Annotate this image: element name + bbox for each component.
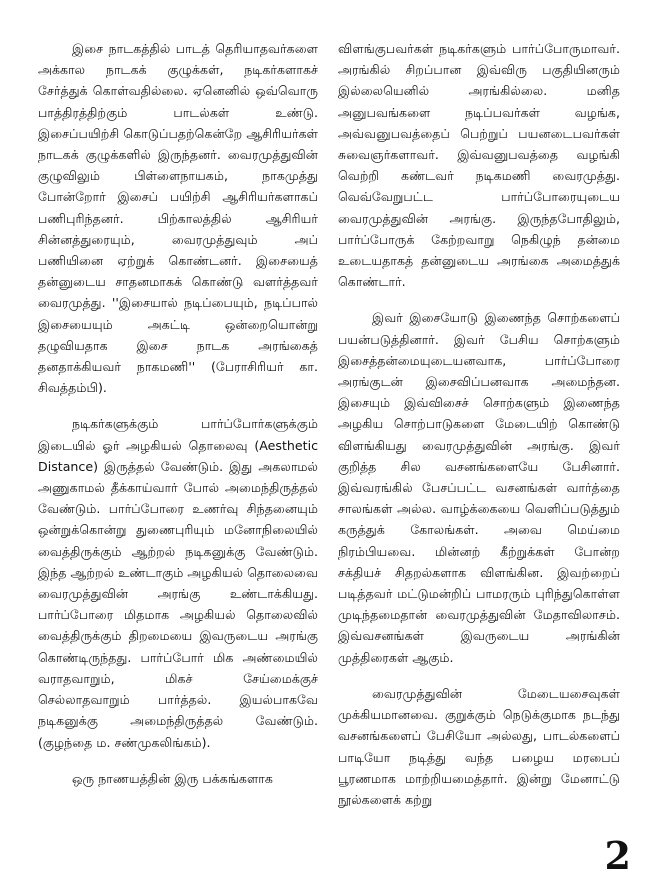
right-column <box>338 38 620 810</box>
page-number: 2 <box>604 833 631 878</box>
left-paragraph-2: நடிகர்களுக்கும் பார்ப்போர்களுக்கும் இடையில் ஓர் அழகியல் தொலைவு (Aesthetic Distance) இருத்தல் வேண்டும். இது அகலாமல் அணுகாமல் தீக்காய்வார் போல் அமைந்திருத்தல் வேண்டும். பார்ப்போரை உணர்வு சிந்தனையும் ஒன்றுக்கொன்று துணைபுரியும் மனோநிலையில் வைத்திருக்கும் ஆற்றல் நடிகனுக்கு வேண்டும். இந்த ஆற்றல் உண்டாகும் அழகியல் தொலைவை வைரமுத்துவின் அரங்கு உண்டாக்கியது. பார்ப்போரை மிதமாக அழகியல் தொலைவில் வைத்திருக்கும் திறமையை இவருடைய அரங்கு கொண்டிருந்தது. பார்ப்போர் மிக அண்மையில் வராதவாறும், மிகச் சேய்மைக்குச் செல்லாதவாறும் பார்த்தல். இயல்பாகவே நடிகனுக்கு அமைந்திருத்தல் வேண்டும். (குழந்தை ம. சண்முகலிங்கம்). <box>38 416 319 750</box>
right-paragraph-1: விளங்குபவர்கள் நடிகர்களும் பார்ப்போருமாவர். அரங்கில் சிறப்பான இவ்விரு பகுதியினரும் இல்லையெனில் அரங்கில்லை. மனித அனுபவங்களை நடிப்பவர்கள் வழங்க, அவ்வனுபவத்தைப் பெற்றுப் பயனடைபவர்கள் சுவைஞர்களாவர். இவ்வனுபவத்தை வழங்கி வெற்றி கண்டவர் நடிகமணி வைரமுத்து. வெவ்வேறுபட்ட பார்ப்போரையுடைய வைரமுத்துவின் அரங்கு. இருந்தபோதிலும், பார்ப்போருக் கேற்றவாறு நெகிழுந் தன்மை உடையதாகத் தன்னுடைய அரங்கை அமைத்துக் கொண்டார். <box>338 41 620 290</box>
left-paragraph-1: இசை நாடகத்தில் பாடத் தெரியாதவர்களை அக்கால நாடகக் குழுக்கள், நடிகர்களாகச் சேர்த்துக் கொள்வதில்லை. ஏனெனில் ஒவ்வொரு பாத்திரத்திற்கும் பாடல்கள் உண்டு. இசைப்பயிற்சி கொடுப்பதற்கென்றே ஆசிரியர்கள் நாடகக் குழுக்களில் இருந்தனர். வைரமுத்துவின் குழுவிலும் பிள்ளைநாயகம், நாகமுத்து போன்றோர் இசைப் பயிற்சி ஆசிரியர்களாகப் பணிபுரிந்தனர். பிற்காலத்தில் ஆசிரியர் சின்னத்துரையும், வைரமுத்துவும் அப் பணியினை ஏற்றுக் கொண்டனர். இசையைத் தன்னுடைய சாதனமாகக் கொண்டு வளர்த்தவர் வைரமுத்து. ''இசையால் நடிப்பையும், நடிப்பால் இசையையும் அகட்டி ஒன்றையொன்று தழுவியதாக இசை நாடக அரங்கைத் தனதாக்கியவர் நாகமணி'' (பேராசிரியர் கா. சிவத்தம்பி). <box>38 41 318 396</box>
right-paragraph-2: இவர் இசையோடு இணைந்த சொற்களைப் பயன்படுத்தினார். இவர் பேசிய சொற்களும் இசைத்தன்மையுடையனவாக, பார்ப்போரை அரங்குடன் இசைவிப்பனவாக அமைந்தன. இசையும் இவ்விசைச் சொற்களும் இணைந்த அழகிய சொற்பாடுகளை மேடையிற் கொண்டு விளங்கியது வைரமுத்துவின் அரங்கு. இவர் குறித்த சில வசனங்களையே பேசினார். இவ்வரங்கில் பேசப்பட்ட வசனங்கள் வார்த்தை சாலங்கள் அல்ல. வாழ்க்கையை வெளிப்படுத்தும் கருத்துக் கோலங்கள். அவை மெய்மை நிரம்பியவை. மின்னற் கீற்றுக்கள் போன்ற சக்தியச் சிதறல்களாக விளங்கின. இவற்றைப் படித்தவர் மட்டுமன்றிப் பாமரரும் புரிந்துகொள்ள முடிந்தமைதான் வைரமுத்துவின் மேதாவிலாசம். இவ்வசனங்கள் இவருடைய அரங்கின் முத்திரைகள் ஆகும். <box>338 310 620 665</box>
left-column <box>38 38 318 789</box>
left-paragraph-3: ஒரு நாணயத்தின் இரு பக்கங்களாக <box>72 770 273 786</box>
right-paragraph-3: வைரமுத்துவின் மேடையசைவுகள் முக்கியமானவை. குறுக்கும் நெடுக்குமாக நடந்து வசனங்களைப் பேசியோ அல்லது, பாடல்களைப் பாடியோ நடித்து வந்த பழைய மரபைப் பூரணமாக மாற்றியமைத்தார். இன்று மேனாட்டு நூல்களைக் கற்று <box>338 685 620 807</box>
